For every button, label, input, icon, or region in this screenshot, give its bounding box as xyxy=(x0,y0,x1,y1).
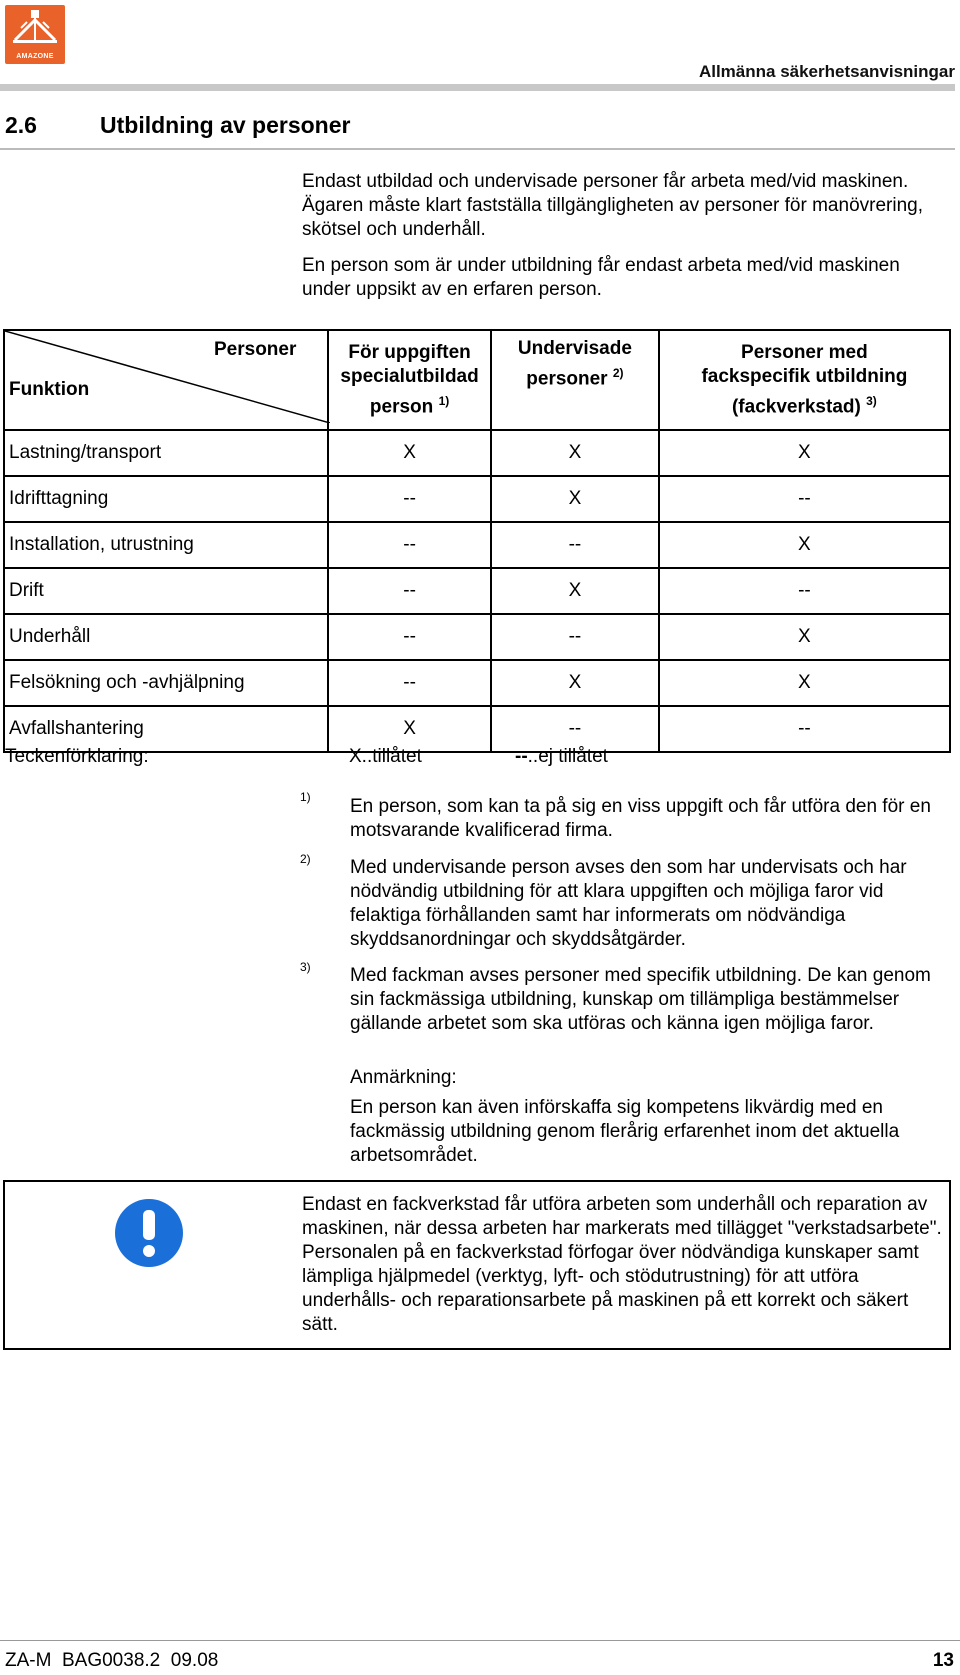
cell-instructed: -- xyxy=(491,614,659,660)
col3-footnote-ref: 3) xyxy=(866,393,877,408)
training-matrix xyxy=(3,329,951,753)
col3-line1: Personer med xyxy=(741,341,868,363)
logo-wordmark: AMAZONE xyxy=(16,53,54,60)
cell-workshop: X xyxy=(659,660,950,706)
footer-divider xyxy=(0,1640,960,1641)
footnote-3-number: 3) xyxy=(300,960,311,974)
section-divider xyxy=(0,148,955,150)
function-label: Idrifttagning xyxy=(4,476,328,522)
col3-line3: (fackverkstad) xyxy=(731,396,861,418)
footnote-3-text: Med fackman avses personer med specifik utbildning. De kan genom sin fackmässiga utbildning, kunskap om tillämpliga bestämmelser gällande arbetet som ska utföras och känna igen möjliga faror. xyxy=(350,965,931,1034)
column-header-instructed xyxy=(491,330,659,430)
legend-not-allowed-text: ..ej tillåtet xyxy=(527,746,608,767)
cell-specialist: -- xyxy=(328,568,491,614)
warning-text: Endast en fackverkstad får utföra arbeten som underhåll och reparation av maskinen, när dessa arbeten har markerats med tillägget "verkstadsarbete". Personalen på en fackverkstad förfogar över nödvändiga kunskaper samt lämpliga hjälpmedel (verktyg, lyft- och stödutrustning) för att utföra underhålls- och reparationsarbete på maskinen på ett korrekt och säkert sätt. xyxy=(302,1194,942,1335)
corner-label-persons: Personer xyxy=(214,339,297,360)
cell-workshop: -- xyxy=(659,568,950,614)
table-row xyxy=(4,614,950,660)
table-row xyxy=(4,476,950,522)
cell-workshop: X xyxy=(659,614,950,660)
cell-instructed: X xyxy=(491,476,659,522)
function-label: Felsökning och -avhjälpning xyxy=(4,660,328,706)
matrix-header-row xyxy=(4,330,950,430)
section-number: 2.6 xyxy=(5,112,37,138)
function-label: Underhåll xyxy=(4,614,328,660)
intro-paragraph-1: Endast utbildad och undervisade personer får arbeta med/vid maskinen. Ägaren måste klart fastställa tillgängligheten av personer för manövrering, skötsel och underhåll. xyxy=(302,171,923,240)
table-row xyxy=(4,522,950,568)
cell-specialist: -- xyxy=(328,660,491,706)
cell-instructed: X xyxy=(491,660,659,706)
cell-instructed: -- xyxy=(491,706,659,752)
amazone-logo xyxy=(5,5,65,64)
cell-specialist: X xyxy=(328,706,491,752)
footnote-1-number: 1) xyxy=(300,790,311,804)
column-header-specialist xyxy=(328,330,491,430)
footnote-1-text: En person, som kan ta på sig en viss uppgift och får utföra den för en motsvarande kvalificerad firma. xyxy=(350,796,931,841)
document-id: ZA-M BAG0038.2 09.08 xyxy=(5,1650,219,1671)
legend-not-allowed-mark: -- xyxy=(515,746,528,767)
cell-specialist: -- xyxy=(328,522,491,568)
header-title: Allmänna säkerhetsanvisningar xyxy=(698,62,955,81)
cell-instructed: X xyxy=(491,430,659,476)
legend-allowed: X..tillåtet xyxy=(349,746,422,767)
function-label: Drift xyxy=(4,568,328,614)
col3-line2: fackspecifik utbildning xyxy=(701,365,908,387)
function-label: Avfallshantering xyxy=(4,706,328,752)
function-label: Installation, utrustning xyxy=(4,522,328,568)
exclamation-icon xyxy=(114,1198,184,1268)
legend-label: Teckenförklaring: xyxy=(5,746,149,767)
cell-specialist: -- xyxy=(328,476,491,522)
cell-specialist: X xyxy=(328,430,491,476)
header-divider xyxy=(0,84,955,91)
cell-workshop: X xyxy=(659,430,950,476)
footnote-2-text: Med undervisande person avses den som har undervisats och har nödvändig utbildning för att klara uppgiften och möjliga faror vid felaktiga förhållanden samt har informerats om nödvändiga skyddsanordningar och skyddsåtgärder. xyxy=(350,857,907,950)
section-title: Utbildning av personer xyxy=(100,112,351,138)
footnote-2-number: 2) xyxy=(300,852,311,866)
intro-paragraph-2: En person som är under utbildning får endast arbeta med/vid maskinen under uppsikt av en erfaren person. xyxy=(302,255,900,300)
col1-line2: specialutbildad xyxy=(340,365,479,387)
matrix-corner-cell xyxy=(4,330,328,430)
col1-footnote-ref: 1) xyxy=(438,393,450,408)
col2-line1: Undervisade xyxy=(517,338,632,359)
note-label: Anmärkning: xyxy=(350,1067,457,1088)
col1-line3: person xyxy=(369,396,434,418)
col2-line2: personer xyxy=(526,368,608,390)
cell-workshop: -- xyxy=(659,476,950,522)
corner-label-function: Funktion xyxy=(9,379,90,400)
table-row xyxy=(4,568,950,614)
table-row xyxy=(4,430,950,476)
legend-not-allowed xyxy=(515,746,608,768)
page-number: 13 xyxy=(932,1650,954,1671)
cell-workshop: X xyxy=(659,522,950,568)
cell-instructed: -- xyxy=(491,522,659,568)
amazone-logo-icon xyxy=(9,8,61,48)
table-row xyxy=(4,660,950,706)
column-header-workshop xyxy=(659,330,950,430)
cell-workshop: -- xyxy=(659,706,950,752)
note-text: En person kan även införskaffa sig kompetens likvärdig med en fackmässig utbildning genom flerårig erfarenhet inom det aktuella arbetsområdet. xyxy=(350,1097,900,1166)
cell-specialist: -- xyxy=(328,614,491,660)
col1-line1: För uppgiften xyxy=(348,341,471,363)
cell-instructed: X xyxy=(491,568,659,614)
function-label: Lastning/transport xyxy=(4,430,328,476)
col2-footnote-ref: 2) xyxy=(612,366,624,380)
